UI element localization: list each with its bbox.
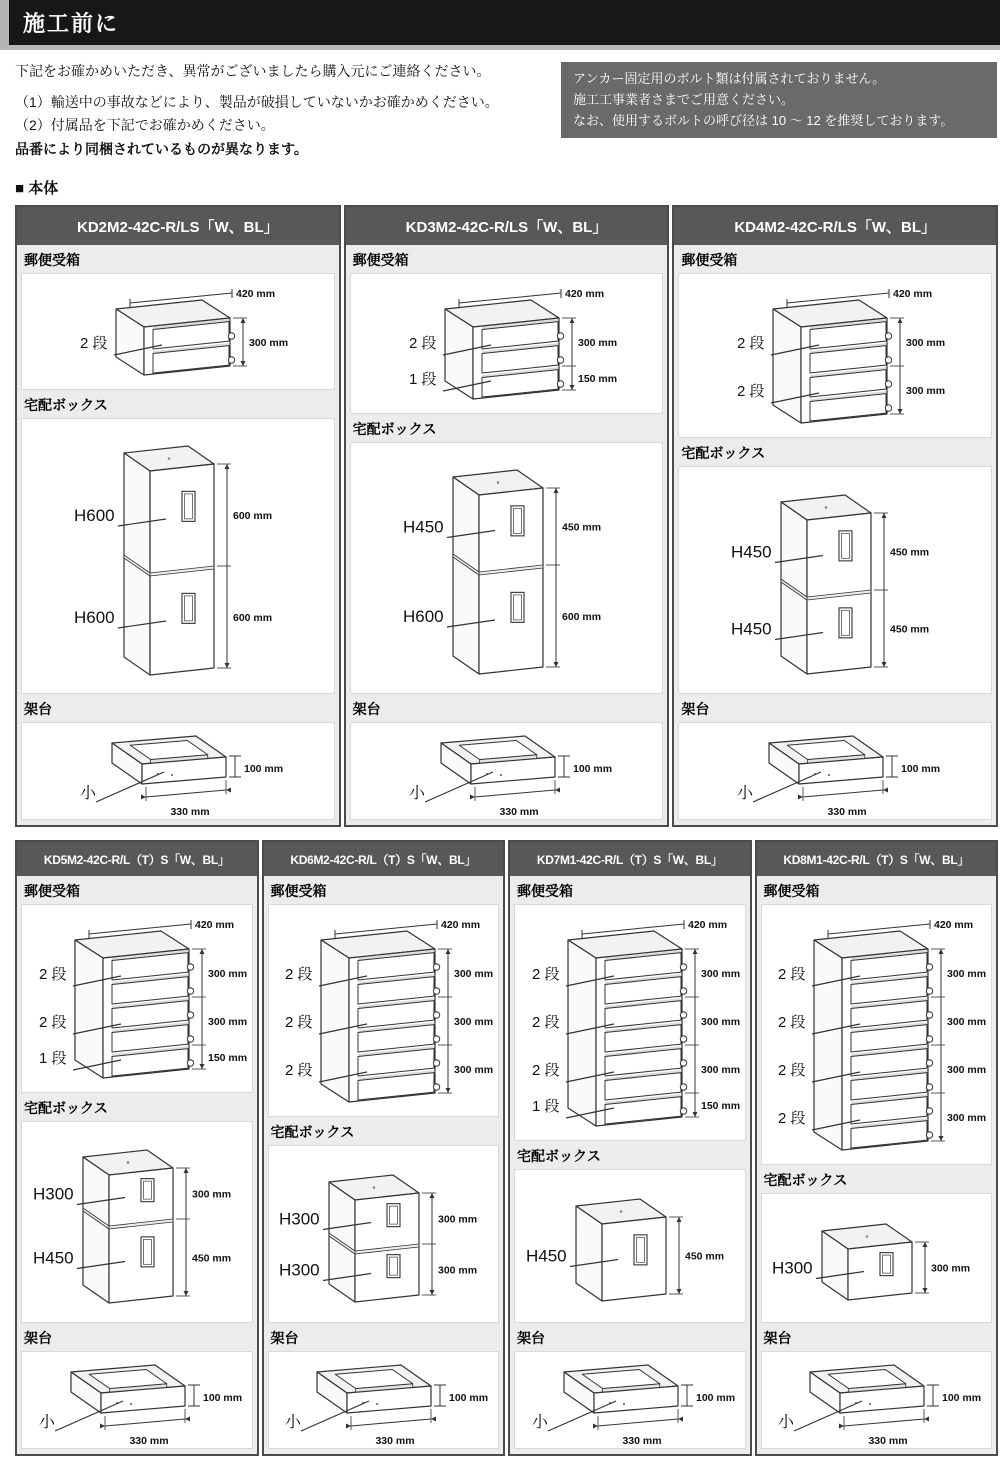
tier-dimension-label: 150 mm <box>207 1052 247 1065</box>
delivery-box-diagram <box>23 1126 251 1319</box>
compartment-height-label: H300 <box>32 1184 74 1204</box>
notice-line-1: アンカー固定用のボルト類は付属されておりません。 <box>573 71 886 86</box>
stand-diagram-area <box>350 722 664 820</box>
stand-diagram-area <box>514 1351 746 1449</box>
delivery-box-diagram <box>269 1151 497 1318</box>
tier-count-label: 2 段 <box>79 335 108 353</box>
tier-dimension-label: 300 mm <box>577 337 617 350</box>
stand-height-label: 100 mm <box>901 763 941 776</box>
product-panel <box>672 205 998 827</box>
compartment-height-label: H450 <box>402 517 444 537</box>
intro-item-2: （2）付属品を下記でお確かめください。 <box>15 117 275 134</box>
tier-dimension-label: 300 mm <box>906 337 946 350</box>
width-dimension-label: 420 mm <box>235 288 275 301</box>
panel-model-title: KD8M1-42C-R/L（T）S「W、BL」 <box>757 842 997 876</box>
mailbox-section-title: 郵便受箱 <box>352 252 409 269</box>
panel-model-title: KD4M2-42C-R/LS「W、BL」 <box>674 207 996 245</box>
tier-dimension-label: 300 mm <box>454 1064 494 1077</box>
delivery-box-diagram <box>516 1175 744 1317</box>
compartment-dimension-label: 450 mm <box>890 546 930 559</box>
stand-section-title: 架台 <box>681 701 710 718</box>
mailbox-diagram <box>762 905 990 1164</box>
tier-dimension-label: 300 mm <box>207 1016 247 1029</box>
stand-diagram-area <box>21 722 335 820</box>
stand-diagram-area <box>268 1351 500 1449</box>
stand-width-label: 330 mm <box>170 806 210 819</box>
delivery-diagram-area <box>761 1193 993 1323</box>
tier-count-label: 2 段 <box>531 1062 560 1080</box>
mailbox-diagram <box>23 905 251 1092</box>
panel-grid-row-2 <box>0 840 1000 1456</box>
intro-section <box>0 50 1000 163</box>
mailbox-diagram <box>393 274 621 413</box>
compartment-height-label: H600 <box>73 607 115 627</box>
delivery-diagram-area <box>21 418 335 694</box>
tier-dimension-label: 300 mm <box>700 968 740 981</box>
delivery-section-title: 宅配ボックス <box>763 1172 848 1189</box>
stand-width-label: 330 mm <box>827 806 867 819</box>
delivery-section-title: 宅配ボックス <box>517 1148 601 1165</box>
tier-count-label: 2 段 <box>737 335 765 353</box>
width-dimension-label: 420 mm <box>687 919 727 932</box>
stand-height-label: 100 mm <box>202 1392 242 1405</box>
stand-diagram <box>23 1352 251 1448</box>
tier-count-label: 2 段 <box>285 1062 313 1080</box>
delivery-section-title: 宅配ボックス <box>270 1124 355 1141</box>
delivery-diagram-area <box>21 1121 253 1323</box>
product-panel <box>755 840 999 1456</box>
width-dimension-label: 420 mm <box>194 919 234 932</box>
tier-dimension-label: 300 mm <box>207 968 247 981</box>
panel-model-title: KD5M2-42C-R/L（T）S「W、BL」 <box>17 842 257 876</box>
page-title: 施工前に <box>9 0 1000 45</box>
stand-diagram-area <box>21 1351 253 1449</box>
compartment-dimension-label: 450 mm <box>684 1250 724 1263</box>
tier-dimension-label: 150 mm <box>700 1100 740 1113</box>
product-panel <box>15 840 259 1456</box>
compartment-height-label: H300 <box>279 1260 320 1280</box>
stand-height-label: 100 mm <box>243 763 283 776</box>
tier-count-label: 2 段 <box>531 966 560 984</box>
panel-model-title: KD2M2-42C-R/LS「W、BL」 <box>17 207 339 245</box>
intro-text <box>15 62 545 163</box>
stand-width-label: 330 mm <box>622 1435 662 1448</box>
product-panel <box>344 205 670 827</box>
delivery-diagram-area <box>268 1145 500 1323</box>
tier-count-label: 2 段 <box>778 966 806 984</box>
tier-count-label: 2 段 <box>531 1014 560 1032</box>
delivery-section-title: 宅配ボックス <box>24 1100 108 1117</box>
delivery-section-title: 宅配ボックス <box>681 445 766 462</box>
stand-width-label: 330 mm <box>375 1435 415 1448</box>
compartment-height-label: H450 <box>32 1248 74 1268</box>
width-dimension-label: 420 mm <box>441 919 481 932</box>
delivery-section-title: 宅配ボックス <box>352 421 437 438</box>
product-panel <box>262 840 506 1456</box>
width-dimension-label: 420 mm <box>934 919 974 932</box>
tier-dimension-label: 300 mm <box>454 968 494 981</box>
tier-count-label: 2 段 <box>38 966 67 984</box>
mailbox-diagram <box>721 274 949 437</box>
stand-diagram <box>516 1352 744 1448</box>
intro-item-1: （1）輸送中の事故などにより、製品が破損していないかお確かめください。 <box>15 93 499 110</box>
stand-width-label: 330 mm <box>129 1435 169 1448</box>
mailbox-diagram-area <box>761 904 993 1165</box>
compartment-height-label: H450 <box>525 1246 567 1266</box>
tier-dimension-label: 300 mm <box>947 1112 987 1125</box>
stand-size-label: 小 <box>531 1414 548 1432</box>
compartment-height-label: H600 <box>402 607 444 627</box>
body-section-label: ■ 本体 <box>15 180 59 198</box>
stand-section-title: 架台 <box>763 1330 792 1347</box>
width-dimension-label: 420 mm <box>564 288 604 301</box>
stand-size-label: 小 <box>79 785 96 803</box>
compartment-dimension-label: 450 mm <box>890 623 930 636</box>
mailbox-diagram-area <box>21 273 335 390</box>
tier-count-label: 1 段 <box>531 1098 560 1116</box>
compartment-dimension-label: 600 mm <box>561 611 601 624</box>
tier-count-label: 1 段 <box>408 371 437 389</box>
mailbox-diagram <box>64 274 292 389</box>
delivery-box-diagram <box>762 1200 990 1316</box>
stand-height-label: 100 mm <box>695 1392 735 1405</box>
panel-model-title: KD3M2-42C-R/LS「W、BL」 <box>346 207 668 245</box>
tier-count-label: 2 段 <box>38 1014 67 1032</box>
delivery-box-diagram <box>64 422 292 691</box>
delivery-diagram-area <box>678 466 992 694</box>
stand-section-title: 架台 <box>24 701 52 718</box>
mailbox-section-title: 郵便受箱 <box>24 883 80 900</box>
delivery-diagram-area <box>514 1169 746 1323</box>
stand-width-label: 330 mm <box>868 1435 908 1448</box>
delivery-diagram-area <box>350 442 664 694</box>
mailbox-section-title: 郵便受箱 <box>681 252 738 269</box>
stand-diagram-area <box>678 722 992 820</box>
compartment-height-label: H450 <box>731 542 772 562</box>
tier-dimension-label: 300 mm <box>947 1016 987 1029</box>
mailbox-diagram <box>269 905 497 1116</box>
tier-count-label: 1 段 <box>38 1050 67 1068</box>
tier-count-label: 2 段 <box>778 1062 806 1080</box>
compartment-height-label: H600 <box>73 505 115 525</box>
compartment-dimension-label: 450 mm <box>191 1252 231 1265</box>
stand-height-label: 100 mm <box>449 1392 489 1405</box>
compartment-dimension-label: 300 mm <box>191 1188 231 1201</box>
stand-diagram <box>269 1352 497 1448</box>
compartment-height-label: H300 <box>772 1258 813 1278</box>
anchor-bolt-notice-box <box>561 62 997 138</box>
stand-size-label: 小 <box>408 785 425 803</box>
tier-dimension-label: 300 mm <box>454 1016 494 1029</box>
product-panel <box>508 840 752 1456</box>
notice-line-2: 施工工事業者さまでご用意ください。 <box>573 91 795 107</box>
stand-section-title: 架台 <box>352 701 381 718</box>
intro-main-line: 下記をお確かめいただき、異常がございましたら購入元にご連絡ください。 <box>15 63 491 79</box>
stand-diagram-area <box>761 1351 993 1449</box>
stand-size-label: 小 <box>285 1414 302 1432</box>
panel-model-title: KD6M2-42C-R/L（T）S「W、BL」 <box>264 842 504 876</box>
stand-size-label: 小 <box>38 1414 55 1432</box>
compartment-dimension-label: 600 mm <box>232 509 272 522</box>
compartment-dimension-label: 450 mm <box>561 521 601 534</box>
stand-section-title: 架台 <box>270 1330 299 1347</box>
compartment-dimension-label: 600 mm <box>232 611 272 624</box>
mailbox-diagram-area <box>350 273 664 414</box>
stand-section-title: 架台 <box>517 1330 545 1347</box>
product-panel <box>15 205 341 827</box>
mailbox-section-title: 郵便受箱 <box>24 252 80 269</box>
mailbox-diagram <box>516 905 744 1140</box>
stand-width-label: 330 mm <box>498 806 539 819</box>
tier-dimension-label: 300 mm <box>248 337 288 350</box>
stand-section-title: 架台 <box>24 1330 52 1347</box>
page-title-bar <box>0 0 1000 50</box>
tier-count-label: 2 段 <box>778 1014 806 1032</box>
intro-note: 品番により同梱されているものが異なります。 <box>15 140 308 157</box>
tier-dimension-label: 300 mm <box>700 1016 740 1029</box>
mailbox-section-title: 郵便受箱 <box>517 883 573 900</box>
compartment-dimension-label: 300 mm <box>438 1264 478 1277</box>
mailbox-diagram-area <box>678 273 992 438</box>
stand-diagram <box>393 723 621 819</box>
tier-dimension-label: 300 mm <box>700 1064 740 1077</box>
delivery-box-diagram <box>393 446 621 690</box>
tier-count-label: 2 段 <box>737 383 765 401</box>
stand-diagram <box>762 1352 990 1448</box>
tier-dimension-label: 300 mm <box>947 1064 987 1077</box>
tier-dimension-label: 300 mm <box>947 968 987 981</box>
stand-size-label: 小 <box>778 1414 795 1432</box>
tier-dimension-label: 300 mm <box>906 385 946 398</box>
stand-height-label: 100 mm <box>942 1392 982 1405</box>
notice-line-3: なお、使用するボルトの呼び径は 10 ～ 12 を推奨しております。 <box>573 112 954 128</box>
stand-diagram <box>64 723 292 819</box>
panel-model-title: KD7M1-42C-R/L（T）S「W、BL」 <box>510 842 750 876</box>
tier-count-label: 2 段 <box>285 966 313 984</box>
delivery-box-diagram <box>721 471 949 690</box>
delivery-section-title: 宅配ボックス <box>24 397 108 414</box>
panel-grid-row-1 <box>0 205 1000 827</box>
mailbox-diagram-area <box>21 904 253 1093</box>
mailbox-section-title: 郵便受箱 <box>763 883 820 900</box>
tier-dimension-label: 150 mm <box>577 373 617 386</box>
mailbox-diagram-area <box>514 904 746 1141</box>
tier-count-label: 2 段 <box>778 1110 806 1128</box>
stand-diagram <box>721 723 949 819</box>
stand-height-label: 100 mm <box>572 763 612 776</box>
mailbox-diagram-area <box>268 904 500 1117</box>
mailbox-section-title: 郵便受箱 <box>270 883 327 900</box>
stand-size-label: 小 <box>737 785 754 803</box>
compartment-dimension-label: 300 mm <box>438 1213 478 1226</box>
compartment-height-label: H450 <box>731 619 772 639</box>
compartment-height-label: H300 <box>279 1209 320 1229</box>
compartment-dimension-label: 300 mm <box>931 1262 971 1275</box>
width-dimension-label: 420 mm <box>893 288 933 301</box>
tier-count-label: 2 段 <box>408 335 437 353</box>
tier-count-label: 2 段 <box>285 1014 313 1032</box>
